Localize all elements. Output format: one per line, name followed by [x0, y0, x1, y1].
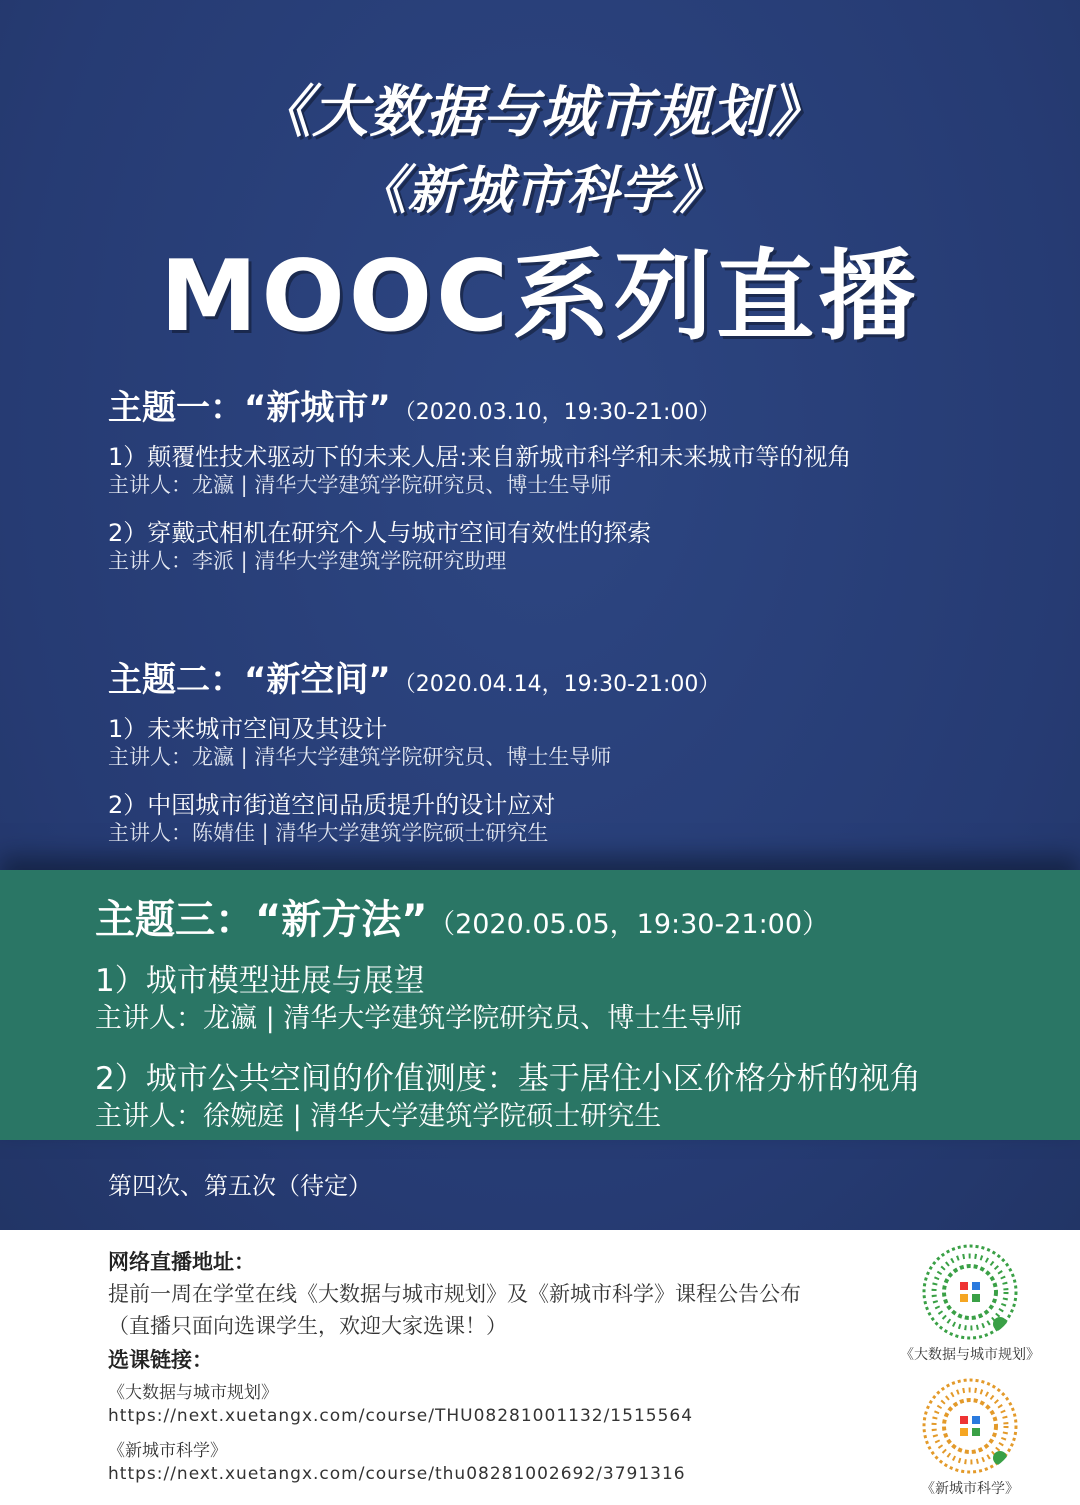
theme1-title: 主题一：“新城市” — [108, 388, 391, 428]
course2-link[interactable]: https://next.xuetangx.com/course/thu08281002692/3791316 — [108, 1464, 686, 1484]
course1-link[interactable]: https://next.xuetangx.com/course/THU08281001132/1515564 — [108, 1406, 694, 1426]
live-text: 提前一周在学堂在线《大数据与城市规划》及《新城市科学》课程公告公布 — [108, 1282, 801, 1306]
theme3-title: 主题三：“新方法” — [95, 897, 428, 943]
theme2-item1-speaker: 主讲人：龙瀛 | 清华大学建筑学院研究员、博士生导师 — [108, 745, 612, 769]
theme2-title: 主题二：“新空间” — [108, 660, 391, 700]
theme3-band — [0, 870, 1080, 1140]
theme2-item1-title: 1）未来城市空间及其设计 — [108, 715, 388, 743]
theme3-item2-title: 2）城市公共空间的价值测度：基于居住小区价格分析的视角 — [95, 1061, 921, 1097]
qr1-caption: 《大数据与城市规划》 — [900, 1347, 1040, 1363]
live-note: （直播只面向选课学生，欢迎大家选课！） — [108, 1314, 507, 1338]
course2-name: 《新城市科学》 — [108, 1441, 227, 1461]
theme1-item2-speaker: 主讲人：李派 | 清华大学建筑学院研究助理 — [108, 549, 507, 573]
links-label: 选课链接： — [108, 1348, 213, 1372]
theme2-heading — [108, 652, 720, 701]
theme3-date: （2020.05.05，19:30-21:00） — [441, 909, 830, 940]
theme1-heading — [108, 380, 720, 429]
qr2-caption: 《新城市科学》 — [921, 1481, 1019, 1497]
theme1-item1-title: 1）颠覆性技术驱动下的未来人居:来自新城市科学和未来城市等的视角 — [108, 443, 852, 471]
theme2-date: （2020.04.14，19:30-21:00） — [404, 672, 721, 697]
title-line-1: 《大数据与城市规划》 — [255, 80, 825, 145]
title-line-3: MOOC系列直播 — [159, 240, 921, 354]
theme3-item1-speaker: 主讲人：龙瀛 | 清华大学建筑学院研究员、博士生导师 — [95, 1003, 743, 1034]
title-line-2: 《新城市科学》 — [354, 161, 726, 221]
theme1-date: （2020.03.10，19:30-21:00） — [404, 400, 721, 425]
live-label: 网络直播地址： — [108, 1250, 255, 1274]
qr-code-icon[interactable] — [922, 1378, 1018, 1474]
qr-code-icon[interactable] — [922, 1244, 1018, 1340]
theme1-item2-title: 2）穿戴式相机在研究个人与城市空间有效性的探索 — [108, 519, 652, 547]
theme2-item2-speaker: 主讲人：陈婧佳 | 清华大学建筑学院硕士研究生 — [108, 821, 549, 845]
pending-sessions: 第四次、第五次（待定） — [108, 1172, 372, 1200]
theme2-item2-title: 2）中国城市街道空间品质提升的设计应对 — [108, 791, 556, 819]
theme3-item1-title: 1）城市模型进展与展望 — [95, 963, 425, 999]
theme1-item1-speaker: 主讲人：龙瀛 | 清华大学建筑学院研究员、博士生导师 — [108, 473, 612, 497]
course1-name: 《大数据与城市规划》 — [108, 1383, 278, 1403]
theme3-item2-speaker: 主讲人：徐婉庭 | 清华大学建筑学院硕士研究生 — [95, 1101, 662, 1132]
theme3-heading — [95, 888, 829, 945]
